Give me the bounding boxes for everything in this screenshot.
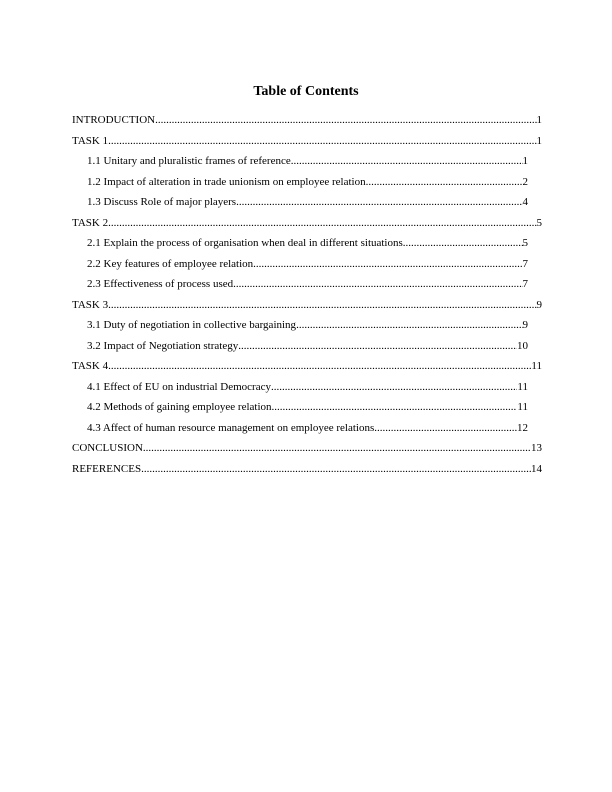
toc-dot-leader xyxy=(108,134,536,148)
toc-entry-label: 2.3 Effectiveness of process used xyxy=(87,278,234,290)
toc-dot-leader xyxy=(271,380,517,394)
toc-entry[interactable] xyxy=(72,195,542,216)
toc-dot-leader xyxy=(108,298,536,312)
toc-entry-label: 4.2 Methods of gaining employee relation xyxy=(87,401,272,413)
toc-dot-leader xyxy=(366,175,523,189)
toc-entry-page-number: 1 xyxy=(522,155,528,167)
toc-dot-leader xyxy=(143,441,531,455)
toc-entry-page-number: 2 xyxy=(522,175,528,188)
toc-dot-leader xyxy=(233,277,522,291)
toc-entry-page-number: 7 xyxy=(522,257,528,270)
toc-entry-label: TASK 2 xyxy=(72,216,109,229)
toc-entry-page-number: 9 xyxy=(522,319,528,331)
toc-entry[interactable] xyxy=(72,400,542,421)
toc-entry-label: 2.2 Key features of employee relation xyxy=(87,257,254,270)
toc-entry-label: INTRODUCTION xyxy=(72,114,156,126)
toc-entry[interactable] xyxy=(72,359,542,380)
toc-entry-label: CONCLUSION xyxy=(72,442,143,454)
toc-entry[interactable] xyxy=(72,277,542,298)
toc-entry-page-number: 5 xyxy=(536,216,542,229)
toc-list xyxy=(72,113,542,482)
toc-entry-page-number: 12 xyxy=(517,421,528,434)
toc-dot-leader xyxy=(155,113,536,127)
toc-dot-leader xyxy=(108,359,531,373)
toc-entry[interactable] xyxy=(72,380,542,401)
toc-entry[interactable] xyxy=(72,175,542,196)
toc-entry-page-number: 11 xyxy=(517,401,528,413)
toc-entry[interactable] xyxy=(72,134,542,155)
toc-entry[interactable] xyxy=(72,216,542,237)
toc-entry-label: TASK 3 xyxy=(72,298,109,311)
toc-entry-label: TASK 1 xyxy=(72,134,109,147)
toc-entry[interactable] xyxy=(72,318,542,339)
toc-entry-page-number: 4 xyxy=(522,196,528,208)
toc-dot-leader xyxy=(272,400,518,414)
toc-dot-leader xyxy=(141,462,531,476)
toc-entry-page-number: 5 xyxy=(522,237,528,249)
toc-entry[interactable] xyxy=(72,441,542,462)
toc-entry-page-number: 9 xyxy=(536,298,542,311)
toc-entry-label: 3.2 Impact of Negotiation strategy xyxy=(87,339,239,352)
toc-entry-label: 3.1 Duty of negotiation in collective bargaining xyxy=(87,319,297,331)
toc-dot-leader xyxy=(291,154,523,168)
toc-dot-leader xyxy=(108,216,536,230)
toc-dot-leader xyxy=(403,236,523,250)
toc-entry-label: 1.3 Discuss Role of major players xyxy=(87,196,237,208)
toc-dot-leader xyxy=(374,421,517,435)
toc-title: Table of Contents xyxy=(253,84,359,99)
toc-entry-page-number: 11 xyxy=(531,360,542,372)
toc-entry-page-number: 1 xyxy=(536,114,542,126)
toc-entry-label: 4.3 Affect of human resource management on employee relations xyxy=(87,421,375,434)
toc-entry[interactable] xyxy=(72,113,542,134)
toc-dot-leader xyxy=(236,195,522,209)
toc-entry-page-number: 10 xyxy=(517,339,528,352)
toc-entry-label: REFERENCES xyxy=(72,462,142,475)
toc-dot-leader xyxy=(253,257,522,271)
toc-entry-page-number: 14 xyxy=(531,462,542,475)
toc-entry-page-number: 11 xyxy=(517,380,528,393)
toc-entry-page-number: 1 xyxy=(536,134,542,147)
toc-entry[interactable] xyxy=(72,421,542,442)
toc-entry[interactable] xyxy=(72,339,542,360)
toc-entry[interactable] xyxy=(72,154,542,175)
toc-entry-page-number: 7 xyxy=(522,278,528,290)
toc-entry[interactable] xyxy=(72,257,542,278)
toc-entry-page-number: 13 xyxy=(531,442,542,454)
toc-entry[interactable] xyxy=(72,462,542,483)
toc-entry-label: 1.1 Unitary and pluralistic frames of reference xyxy=(87,155,291,167)
toc-entry-label: 1.2 Impact of alteration in trade unionism on employee relation xyxy=(87,175,366,188)
toc-entry[interactable] xyxy=(72,236,542,257)
toc-entry-label: TASK 4 xyxy=(72,360,109,372)
toc-entry-label: 4.1 Effect of EU on industrial Democracy xyxy=(87,380,271,393)
toc-dot-leader xyxy=(238,339,517,353)
toc-entry[interactable] xyxy=(72,298,542,319)
toc-dot-leader xyxy=(296,318,522,332)
toc-entry-label: 2.1 Explain the process of organisation when deal in different situations xyxy=(87,237,403,249)
